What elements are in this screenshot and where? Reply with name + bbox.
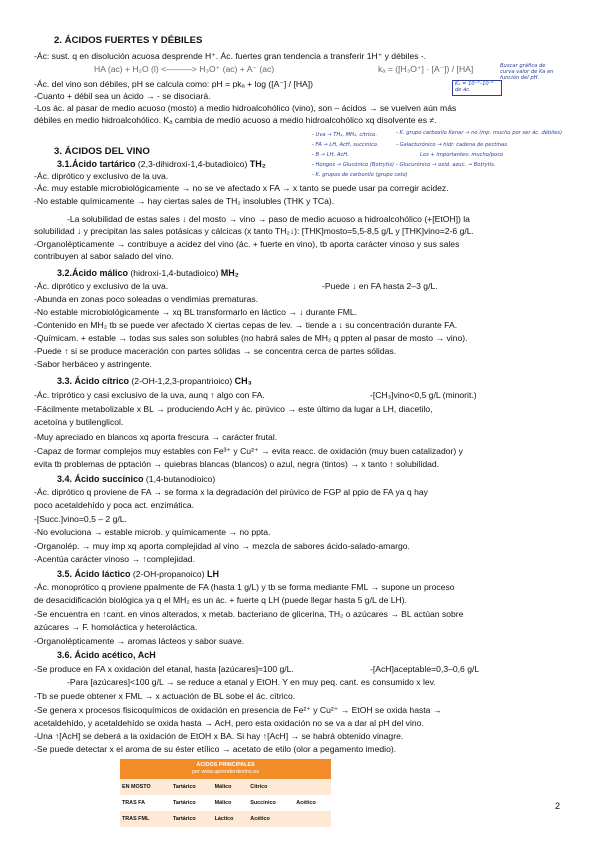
table-title: ÁCIDOS PRINCIPALES	[196, 762, 255, 768]
text-line: acetaldehído, y acetaldehído se oxida hasta → AcH, pero esta oxidación no se va a dar al pH del vino.	[34, 718, 424, 728]
table-row	[120, 779, 331, 795]
text-line: -Ác. diprótico y exclusivo de la uva.	[34, 171, 169, 181]
table-cell: EN MOSTO	[120, 779, 171, 795]
acids-table	[120, 759, 331, 827]
equilibrium-equation: HA (ac) + H₂O (l) <———> H₃O⁺ (ac) + A⁻ (ac)	[94, 64, 275, 74]
handwritten-legend: - FA → LH, AcH, succinico.	[312, 142, 379, 148]
table-row	[120, 795, 331, 811]
text-line: -Organolépticamente → aromas lácteos y sabor suave.	[34, 636, 245, 646]
handwritten-note: de ác.	[455, 87, 471, 93]
subsection-heading-3-5	[57, 569, 219, 579]
handwritten-legend: - Glucurónico → oxid. azuc. → Botrytis.	[396, 162, 496, 168]
section-heading-2: 2. ÁCIDOS FUERTES Y DÉBILES	[54, 35, 203, 46]
text-line: -Capaz de formar complejos muy estables con Fe³⁺ y Cu²⁺ → evita reacc. de oxidación (muy buen catalizador) y	[34, 446, 463, 456]
text-line: -Sabor herbáceo y astringente.	[34, 359, 152, 369]
acid-abbrev: LH	[206, 569, 219, 579]
text-line: -Acentúa carácter vinoso → ↑complejidad.	[34, 554, 195, 564]
text-line: -Ác. muy estable microbiológicamente → no se ve afectado x FA → x tanto se puede usar pa corregir acidez.	[34, 183, 449, 193]
text-line: acetoína y butilenglicol.	[34, 417, 124, 427]
subsection-heading-3-1	[57, 159, 266, 169]
iupac-name: (1,4-butanodioico)	[145, 474, 216, 484]
text-line: -Se genera x procesos fisicoquímicos de oxidación en presencia de Fe²⁺ y Cu²⁺ → EtOH se oxida hasta →	[34, 705, 442, 715]
handwritten-note: Buscar gráfica de	[500, 63, 546, 69]
subsection-heading-3-6: 3.6. Ácido acético, AcH	[57, 650, 156, 660]
iupac-name: (2-OH-1,2,3-propantrioico)	[131, 376, 233, 386]
table-cell: Málico	[213, 779, 249, 795]
text-line: débiles en medio hidroalcohólico. Kₐ cambia de medio acuoso a medio hidroalcohólico xq disolvente es ≠.	[34, 115, 437, 125]
handwritten-legend: - Uva → TH₂, MH₂, citrico.	[312, 132, 377, 138]
acid-abbrev: MH₂	[220, 268, 239, 278]
table-header-cell	[120, 759, 331, 779]
page-number: 2	[555, 801, 561, 811]
section-heading-3: 3. ÁCIDOS DEL VINO	[54, 146, 150, 157]
handwritten-legend: - B → LH, AcH.	[312, 152, 349, 158]
table-subtitle: por www.aprenderdevino.es	[192, 769, 259, 775]
text-line: -Contenido en MH₂ tb se puede ver afectado X ciertas cepas de lev. → tiende a ↓ su concentración durante FA.	[34, 320, 458, 330]
text-line: solubilidad ↓ y precipitan las sales potásicas y cálcicas (x tanto TH₂↓): [THK]mosto=5,5-8,5 g/L y [THK]vino=2-6 g/L.	[34, 226, 474, 236]
subsection-title: 3.4. Ácido succínico	[57, 474, 144, 484]
text-line: -Se produce en FA x oxidación del etanal, hasta [azúcares]≈100 g/L.	[34, 664, 294, 674]
table-cell: Cítrico	[248, 779, 294, 795]
text-line: -Abunda en zonas poco soleadas o vendimias prematuras.	[34, 294, 259, 304]
table-cell	[294, 811, 331, 827]
subsection-heading-3-4	[57, 474, 215, 484]
table-row	[120, 811, 331, 827]
text-line: -Cuanto + débil sea un ácido → - se disociará.	[34, 91, 211, 101]
subsection-heading-3-2	[57, 268, 239, 278]
subsection-title: 3.3. Ácido cítrico	[57, 376, 130, 386]
handwritten-note: curva valor de Ka en	[500, 69, 554, 75]
text-line: -Ác: sust. q en disolución acuosa desprende H⁺. Ác. fuertes gran tendencia a transferir 1H⁺ y débiles -.	[34, 51, 427, 61]
handwritten-legend: - K. grupo carboxilo Kenar → no (mp. mucho por ser ác. débiles)	[396, 130, 563, 136]
handwritten-legend: - K. grupos de carbonilo (grupo ceto)	[312, 172, 408, 178]
text-line: -No estable químicamente → hay ciertas sales de TH₂ insolubles (THK y TCa).	[34, 196, 335, 206]
table-cell	[294, 779, 331, 795]
table-cell: Succínico	[248, 795, 294, 811]
text-line: -[CH₃]vino<0,5 g/L (minorit.)	[370, 390, 477, 400]
table-cell: Tartárico	[171, 795, 213, 811]
text-line: -Fácilmente metabolizable x BL → produciendo AcH y ác. pirúvico → este último da lugar a LH, diacetilo,	[34, 404, 433, 414]
text-line: -Ác. triprótico y casi exclusivo de la uva, aunq ↑ algo con FA.	[34, 390, 265, 400]
subsection-title: 3.1.Ácido tartárico	[57, 159, 136, 169]
ka-equation: kₐ = ([H₃O⁺] · [A⁻]) / [HA]	[378, 64, 474, 74]
iupac-name: (2-OH-propanoico)	[132, 569, 205, 579]
table-cell: Tartárico	[171, 811, 213, 827]
text-line: -Una ↑[AcH] se deberá a la oxidación de EtOH x BA. Si hay ↑[AcH] → se habrá obtenido vinagre.	[34, 731, 404, 741]
acid-abbrev: CH₃	[234, 376, 252, 386]
text-line: -Se puede detectar x el aroma de su éster etílico → acetato de etilo (olor a pegamento imedio).	[34, 744, 397, 754]
text-line: -Puede ↓ en FA hasta 2–3 g/L.	[322, 281, 438, 291]
text-line: contribuyen al sabor salado del vino.	[34, 251, 174, 261]
text-line: -Organolép. → muy imp xq aporta complejidad al vino → mezcla de sabores ácido-salado-amargo.	[34, 541, 410, 551]
text-line: -Ác. del vino son débiles, pH se calcula como: pH = pkₐ + log ([A⁻] / [HA])	[34, 79, 314, 89]
text-line: azúcares → F. homoláctica y heteroláctica.	[34, 622, 198, 632]
handwritten-legend: - Hongos → Glucónico (Botrytis)	[312, 162, 395, 168]
text-line: -Puede ↑ si se produce maceración con partes sólidas → se concentra cerca de partes sólidas.	[34, 346, 397, 356]
text-line: poco acetaldehído y poca act. enzimática.	[34, 500, 195, 510]
subsection-title: 3.2.Ácido málico	[57, 268, 129, 278]
table-cell: Acético	[294, 795, 331, 811]
table-cell: Acético	[248, 811, 294, 827]
text-line: -Los ác. al pasar de medio acuoso (mosto) a medio hidroalcohólico (vino), son – ácidos → se vuelven aún más	[34, 103, 457, 113]
text-line: -[Succ.]vino=0,5 – 2 g/L.	[34, 514, 127, 524]
handwritten-legend: Los + importantes: mucho/poco	[420, 152, 504, 158]
table-cell: Málico	[213, 795, 249, 811]
text-line: evita tb problemas de pptación → quiebras blancas (blancos) o azul, negra (tintos) → x tanto ↑ solubilidad.	[34, 459, 440, 469]
text-line: -Se encuentra en ↑cant. en vinos alterados, x metab. bacteriano de glicerina, TH₂ o azúcares → BL actúan sobre	[34, 609, 464, 619]
text-line: -Químicam. + estable → todas sus sales son solubles (no habrá sales de MH₂ q ppten al pasar de mosto → vino).	[34, 333, 468, 343]
table-cell: Tartárico	[171, 779, 213, 795]
handwritten-note: función del pH.	[500, 75, 540, 81]
text-line: -No estable microbiológicamente → xq BL transformarlo en láctico → ↓ durante FML.	[34, 307, 358, 317]
handwritten-legend: - Galacturónico → hidr. cadena de pectinas.	[396, 142, 509, 148]
table-header	[120, 759, 331, 779]
text-line: -No evoluciona → estable microb. y químicamente → no ppta.	[34, 527, 271, 537]
text-line: -Para [azúcares]<100 g/L → se reduce a etanal y EtOH. Y en muy peq. cant. es consumido x lev.	[67, 677, 436, 687]
text-line: -Ác. monoprótico q proviene ppalmente de FA (hasta 1 g/L) y tb se forma mediante FML → supone un proceso	[34, 582, 455, 592]
text-line: -Ác. diprótico q proviene de FA → se forma x la degradación del pirúvico de FGP al ppio de FA ya q hay	[34, 487, 428, 497]
text-line: -Ác. diprótico y exclusivo de la uva.	[34, 281, 169, 291]
text-line: -Tb se puede obtener x FML → x actuación de BL sobe el ác. cítrico.	[34, 691, 296, 701]
text-line: -La solubilidad de estas sales ↓ del mosto → vino → paso de medio acuoso a hidroalcohólico (+[EtOH]) la	[67, 214, 470, 224]
table-cell: TRAS FML	[120, 811, 171, 827]
subsection-heading-3-3	[57, 376, 252, 386]
subsection-title: 3.5. Ácido láctico	[57, 569, 131, 579]
handwritten-note: Kₐ = 10⁻³–10⁻⁵	[455, 81, 494, 87]
table-cell: Láctico	[213, 811, 249, 827]
text-line: -[AcH]aceptable=0,3–0,6 g/L	[370, 664, 480, 674]
iupac-name: (2,3-dihidroxi-1,4-butadioico)	[137, 159, 248, 169]
text-line: -Organolépticamente → contribuye a acidez del vino (ác. + fuerte en vino), tb aporta carácter vinoso y sus sales	[34, 239, 460, 249]
text-line: de desacidificación biológica ya q el MH₂ es un ác. + fuerte q LH (puede llegar hasta 5 g/L de LH).	[34, 595, 408, 605]
text-line: -Muy apreciado en blancos xq aporta frescura → carácter frutal.	[34, 432, 278, 442]
table-cell: TRAS FA	[120, 795, 171, 811]
iupac-name: (hidroxi-1,4-butadioico)	[130, 268, 219, 278]
acid-abbrev: TH₂	[249, 159, 266, 169]
